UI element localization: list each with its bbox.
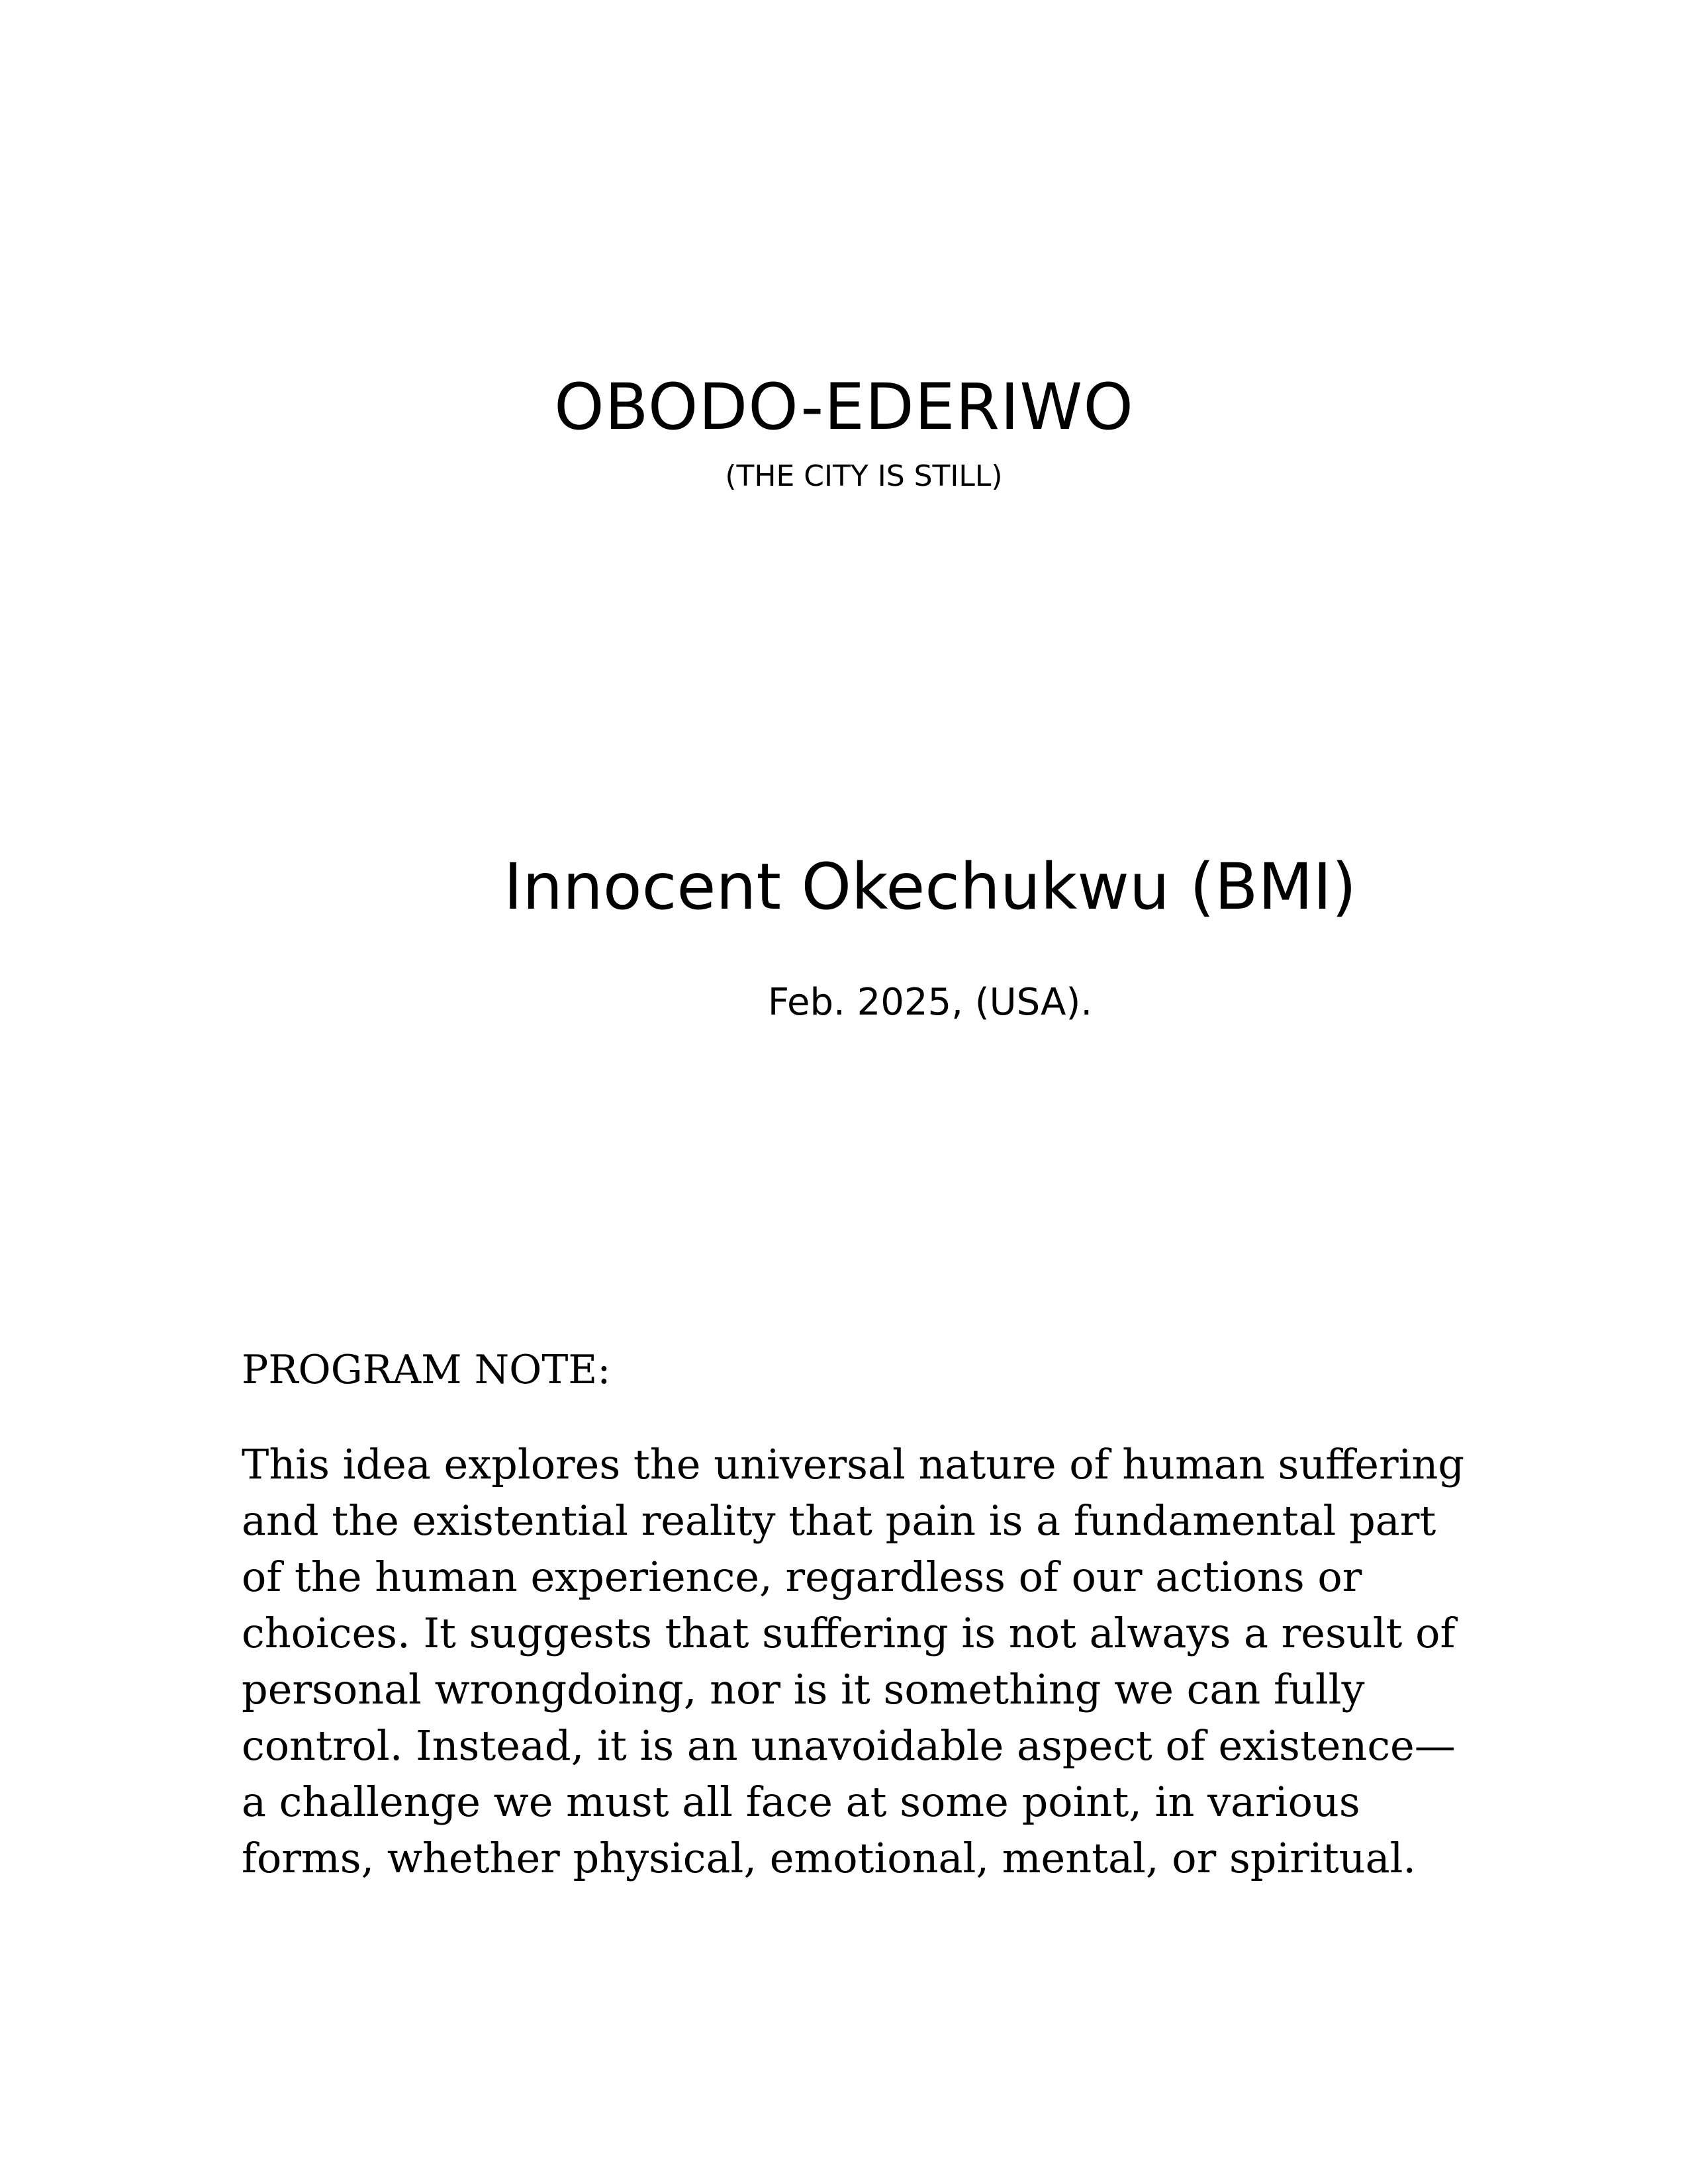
composition-date: Feb. 2025, (USA). (767, 981, 1093, 1024)
program-note-body: This idea explores the universal nature of human suffering and the existential reality that pain is a fundamental part of the human experience, regardless of our actions or choices. It suggests that suffering is not always a result of personal wrongdoing, nor is it something we can fully control. Instead, it is an unavoidable aspect of existence—a challenge we must all face at some point, in various forms, whether physical, emotional, mental, or spiritual. (242, 1440, 1465, 1882)
program-note-heading: PROGRAM NOTE: (242, 1347, 611, 1393)
page-title: OBODO-EDERIWO (554, 370, 1134, 444)
author-name: Innocent Okechukwu (BMI) (503, 850, 1357, 924)
page-subtitle: (THE CITY IS STILL) (725, 459, 1003, 493)
